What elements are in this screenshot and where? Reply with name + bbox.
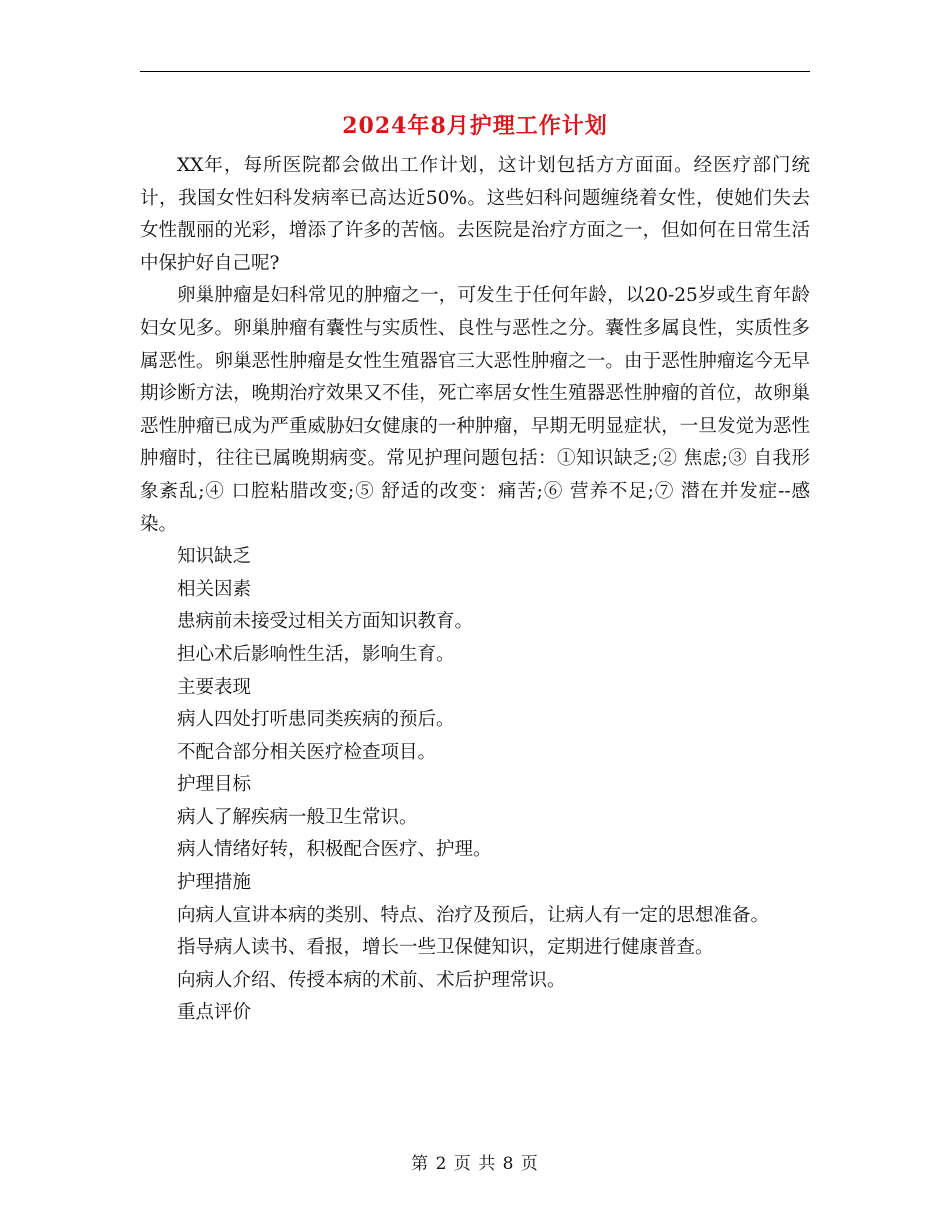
list-item: 不配合部分相关医疗检查项目。 — [177, 741, 437, 763]
document-body — [140, 150, 810, 1030]
list-item: 向病人宣讲本病的类别、特点、治疗及预后，让病人有一定的思想准备。 — [177, 904, 770, 926]
heading-knowledge-deficit: 知识缺乏 — [177, 546, 252, 568]
page-number: 第 2 页 共 8 页 — [411, 1154, 539, 1174]
list-item: 病人四处打听患同类疾病的预后。 — [177, 709, 455, 731]
list-item: 指导病人读书、看报，增长一些卫保健知识，定期进行健康普查。 — [177, 937, 714, 959]
paragraph-intro: XX年，每所医院都会做出工作计划，这计划包括方方面面。经医疗部门统计，我国女性妇科发病率已高达近50%。这些妇科问题缠绕着女性，使她们失去女性靓丽的光彩，增添了许多的苦恼。去医院是治疗方面之一，但如何在日常生活中保护好自己呢? — [140, 155, 810, 274]
list-item: 病人情绪好转，积极配合医疗、护理。 — [177, 839, 492, 861]
document-title: 2024年8月护理工作计划 — [342, 113, 608, 139]
heading-key-evaluation: 重点评价 — [177, 1002, 252, 1024]
list-item: 向病人介绍、传授本病的术前、术后护理常识。 — [177, 969, 566, 991]
heading-nursing-goals: 护理目标 — [177, 774, 252, 796]
list-item: 病人了解疾病一般卫生常识。 — [177, 806, 418, 828]
list-item: 患病前未接受过相关方面知识教育。 — [177, 611, 474, 633]
paragraph-ovarian-tumor: 卵巢肿瘤是妇科常见的肿瘤之一，可发生于任何年龄，以20-25岁或生育年龄妇女见多。卵巢肿瘤有囊性与实质性、良性与恶性之分。囊性多属良性，实质性多属恶性。卵巢恶性肿瘤是女性生殖器官三大恶性肿瘤之一。由于恶性肿瘤迄今无早期诊断方法，晚期治疗效果又不佳，死亡率居女性生殖器恶性肿瘤的首位，故卵巢恶性肿瘤已成为严重威胁妇女健康的一种肿瘤，早期无明显症状，一旦发觉为恶性肿瘤时，往往已属晚期病变。常见护理问题包括：①知识缺乏;② 焦虑;③ 自我形象紊乱;④ 口腔粘腊改变;⑤ 舒适的改变：痛苦;⑥ 营养不足;⑦ 潜在并发症--感染。 — [140, 285, 810, 535]
heading-related-factors: 相关因素 — [177, 578, 252, 600]
heading-nursing-measures: 护理措施 — [177, 872, 252, 894]
list-item: 担心术后影响性生活，影响生育。 — [177, 643, 455, 665]
header-rule — [140, 71, 810, 72]
heading-main-manifestations: 主要表现 — [177, 676, 252, 698]
